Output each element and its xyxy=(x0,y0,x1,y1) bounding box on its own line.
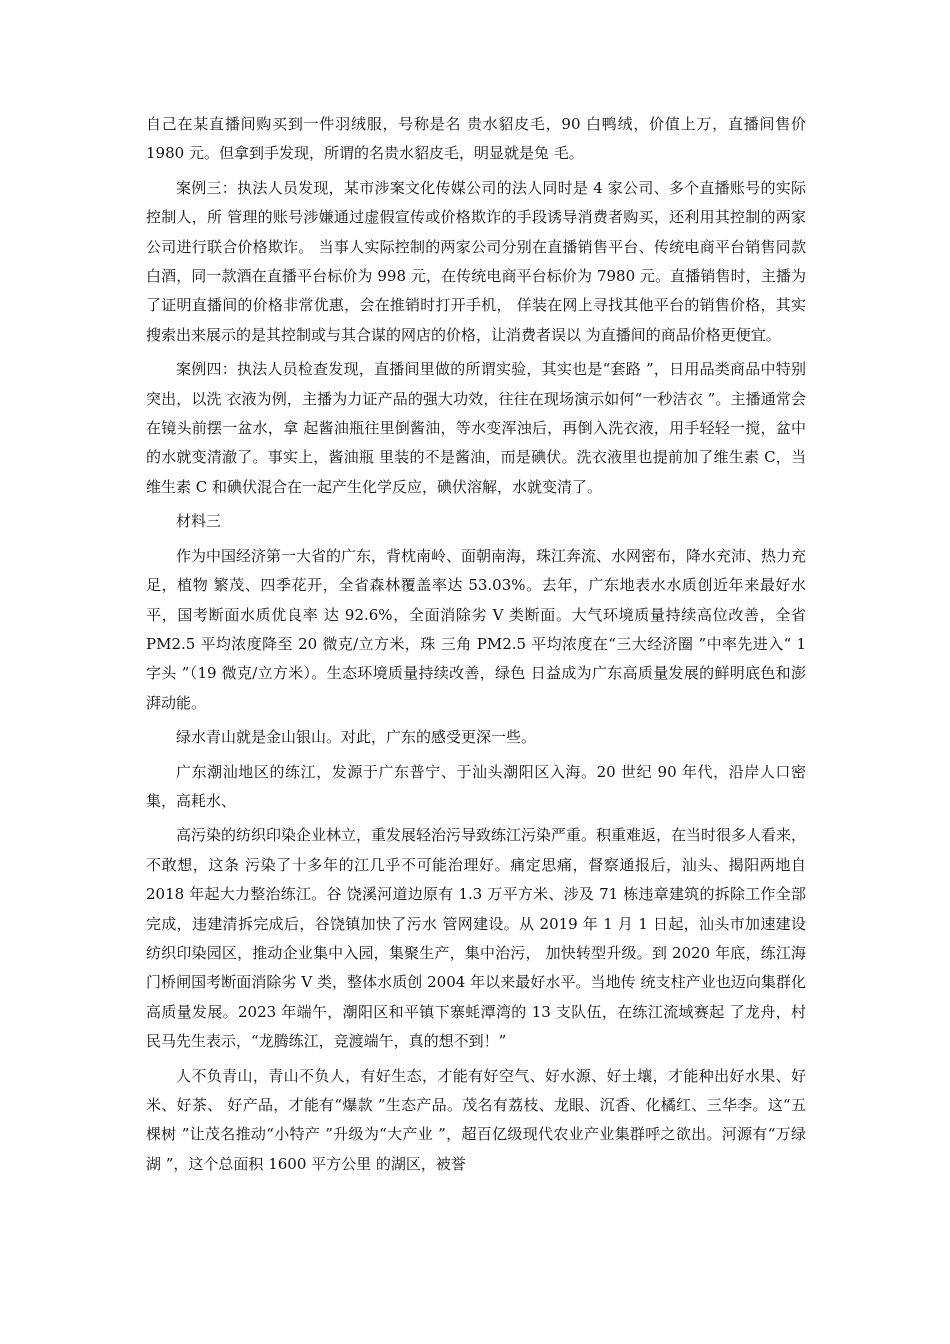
paragraph-eco-products: 人不负青山，青山不负人，有好生态，才能有好空气、好水源、好土壤，才能种出好水果、好米、好茶、 好产品，才能有“爆款 ”生态产品。茂名有荔枝、龙眼、沉香、化橘红、三华李。这“五棵树 ”让茂名推动“小特产 ”升级为“大产业 ”，超百亿级现代农业产业集群呼之欲出。河源有“万绿湖 ”，这个总面积 1600 平方公里 的湖区，被誉 xyxy=(146,1066,806,1173)
paragraph-lianjiang-intro: 广东潮汕地区的练江，发源于广东普宁、于汕头潮阳区入海。20 世纪 90 年代，沿岸人口密集，高耗水、 xyxy=(146,762,806,810)
paragraph-case-four: 案例四：执法人员检查发现，直播间里做的所谓实验，其实也是“套路 ”，日用品类商品中特别突出，以洗 衣液为例，主播为力证产品的强大功效，往往在现场演示如何“一秒洁衣 ”。主播通常会在镜头前摆一盆水，拿 起酱油瓶往里倒酱油，等水变浑浊后，再倒入洗衣液，用手轻轻一搅，盆中的水就变清澈了。事实上，酱油瓶 里装的不是酱油，而是碘伏。洗衣液里也提前加了维生素 C，当维生素 C 和碘伏混合在一起产生化学反应，碘伏溶解，水就变清了。 xyxy=(146,360,806,496)
paragraph-green-mountains: 绿水青山就是金山银山。对此，广东的感受更深一些。 xyxy=(176,728,537,747)
document-page xyxy=(146,110,806,1184)
section-heading-material-three: 材料三 xyxy=(176,512,222,531)
paragraph-purchase-case: 自己在某直播间购买到一件羽绒服，号称是名 贵水貂皮毛，90 白鸭绒，价值上万，直播间售价 1980 元。但拿到手发现，所谓的名贵水貂皮毛，明显就是兔 毛。 xyxy=(146,115,806,163)
paragraph-guangdong-ecology: 作为中国经济第一大省的广东，背枕南岭、面朝南海，珠江奔流、水网密布，降水充沛、热力充足，植物 繁茂、四季花开，全省森林覆盖率达 53.03%。去年，广东地表水水质创近年来最好水平，国考断面水质优良率 达 92.6%，全面消除劣 V 类断面。大气环境质量持续高位改善，全省 PM2.5 平均浓度降至 20 微克/立方米，珠 三角 PM2.5 平均浓度在“三大经济圈 ”中率先进入“ 1 字头 ”（19 微克/立方米）。生态环境质量持续改善，绿色 日益成为广东高质量发展的鲜明底色和澎湃动能。 xyxy=(146,546,807,712)
paragraph-case-three: 案例三：执法人员发现，某市涉案文化传媒公司的法人同时是 4 家公司、多个直播账号的实际控制人，所 管理的账号涉嫌通过虚假宣传或价格欺诈的手段诱导消费者购买，还利用其控制的两家公司进行联合价格欺诈。 当事人实际控制的两家公司分别在直播销售平台、传统电商平台销售同款白酒，同一款酒在直播平台标价为 998 元，在传统电商平台标价为 7980 元。直播销售时，主播为了证明直播间的价格非常优惠，会在推销时打开手机， 佯装在网上寻找其他平台的销售价格，其实搜索出来展示的是其控制或与其合谋的网店的价格，让消费者误以 为直播间的商品价格更便宜。 xyxy=(146,178,806,344)
paragraph-lianjiang-governance: 高污染的纺织印染企业林立，重发展轻治污导致练江污染严重。积重难返，在当时很多人看来，不敢想，这条 污染了十多年的江几乎不可能治理好。痛定思痛，督察通报后，汕头、揭阳两地自 2018 年起大力整治练江。谷 饶溪河道边原有 1.3 万平方米、涉及 71 栋违章建筑的拆除工作全部完成，违建清拆完成后，谷饶镇加快了污水 管网建设。从 2019 年 1 月 1 日起，汕头市加速建设纺织印染园区，推动企业集中入园，集聚生产，集中治污， 加快转型升级。到 2020 年底，练江海门桥闸国考断面消除劣 V 类，整体水质创 2004 年以来最好水平。当地传 统支柱产业也迈向集群化高质量发展。2023 年端午，潮阳区和平镇下寨蚝潭湾的 13 支队伍，在练江流域赛起 了龙舟，村民马先生表示，“龙腾练江，竞渡端午，真的想不到！” xyxy=(146,826,807,1051)
